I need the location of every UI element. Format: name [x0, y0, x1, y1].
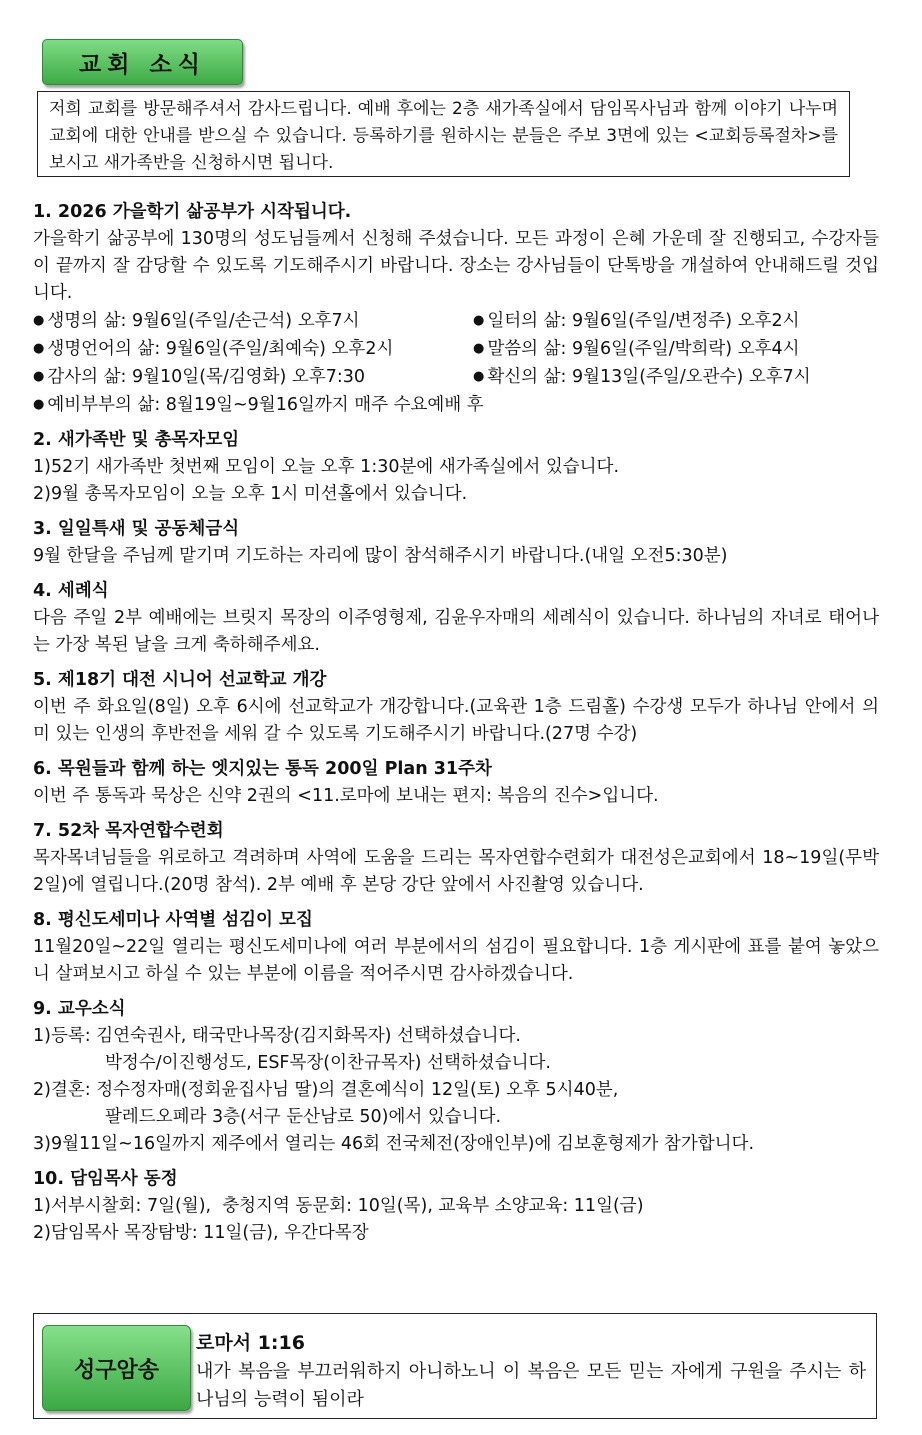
bullet-icon: ● — [33, 397, 45, 412]
announcement-6 — [33, 755, 879, 810]
announcement-title: 6. 목원들과 함께 하는 엣지있는 통독 200일 Plan 31주차 — [33, 759, 492, 779]
announcement-line: 1)52기 새가족반 첫번째 모임이 오늘 오후 1:30분에 새가족실에서 있습니다. — [33, 457, 620, 477]
announcement-9 — [33, 995, 879, 1158]
announcement-2 — [33, 426, 879, 508]
announcement-10 — [33, 1165, 879, 1247]
verse-text: 내가 복음을 부끄러워하지 아니하노니 이 복음은 모든 믿는 자에게 구원을 주시는 하나님의 능력이 됨이라 — [196, 1361, 866, 1410]
announcement-line: 2)결혼: 정수정자매(정회윤집사님 딸)의 결혼예식이 12일(토) 오후 5시40분, — [33, 1080, 619, 1100]
announcement-7 — [33, 817, 879, 899]
announcement-body: 다음 주일 2부 예배에는 브릿지 목장의 이주영형제, 김윤우자매의 세례식이 있습니다. 하나님의 자녀로 태어나는 가장 복된 날을 크게 축하해주세요. — [33, 608, 879, 655]
announcement-title: 7. 52차 목자연합수련회 — [33, 821, 224, 841]
announcement-body: 이번 주 화요일(8일) 오후 6시에 선교학교가 개강합니다.(교육관 1층 드림홀) 수강생 모두가 하나님 안에서 의미 있는 인생의 후반전을 세워 갈 수 있도록 기도해주시기 바랍니다.(27명 수강) — [33, 697, 879, 744]
announcement-body: 목자목녀님들을 위로하고 격려하며 사역에 도움을 드리는 목자연합수련회가 대전성은교회에서 18~19일(무박2일)에 열립니다.(20명 참석). 2부 예배 후 본당 강단 앞에서 사진촬영 있습니다. — [33, 848, 879, 895]
class-schedule-list — [33, 307, 879, 419]
announcement-title: 4. 세례식 — [33, 581, 109, 601]
list-item: ● 감사의 삶: 9월10일(목/김영화) 오후7:30 — [33, 367, 366, 387]
welcome-notice: 저희 교회를 방문해주셔서 감사드립니다. 예배 후에는 2층 새가족실에서 담임목사님과 함께 이야기 나누며 교회에 대한 안내를 받으실 수 있습니다. 등록하기를 원하시는 분들은 주보 3면에 있는 <교회등록절차>를 보시고 새가족반을 신청하시면 됩니다. — [37, 91, 850, 177]
announcement-title: 2. 새가족반 및 총목자모임 — [33, 430, 240, 450]
memory-verse-box — [33, 1313, 877, 1419]
announcement-body: 가을학기 삶공부에 130명의 성도님들께서 신청해 주셨습니다. 모든 과정이 은혜 가운데 잘 진행되고, 수강자들이 끝까지 잘 감당할 수 있도록 기도해주시기 바랍니다. 장소는 강사님들이 단톡방을 개설하여 안내해드릴 것입니다. — [33, 229, 879, 303]
announcement-line: 1)서부시찰회: 7일(월), 충청지역 동문회: 10일(목), 교육부 소양교육: 11일(금) — [33, 1196, 644, 1216]
memory-verse-badge: 성구암송 — [42, 1325, 191, 1411]
announcement-5 — [33, 666, 879, 748]
announcement-line: 2)9월 총목자모임이 오늘 오후 1시 미션홀에서 있습니다. — [33, 484, 468, 504]
announcement-title: 1. 2026 가을학기 삶공부가 시작됩니다. — [33, 202, 352, 222]
list-item: ● 확신의 삶: 9월13일(주일/오관수) 오후7시 — [473, 367, 811, 387]
announcement-body: 9월 한달을 주님께 맡기며 기도하는 자리에 많이 참석해주시기 바랍니다.(내일 오전5:30분) — [33, 546, 728, 566]
announcement-line: 1)등록: 김연숙권사, 태국만나목장(김지화목자) 선택하셨습니다. — [33, 1026, 521, 1046]
announcement-title: 3. 일일특새 및 공동체금식 — [33, 519, 240, 539]
bullet-icon: ● — [33, 341, 45, 356]
list-item: ● 일터의 삶: 9월6일(주일/변정주) 오후2시 — [473, 311, 800, 331]
list-item: ● 생명의 삶: 9월6일(주일/손근석) 오후7시 — [33, 311, 360, 331]
list-item: ● 말씀의 삶: 9월6일(주일/박희락) 오후4시 — [473, 339, 800, 359]
announcement-body: 11월20일~22일 열리는 평신도세미나에 여러 부분에서의 섬김이 필요합니다. 1층 게시판에 표를 붙여 놓았으니 살펴보시고 하실 수 있는 부분에 이름을 적어주시면 감사하겠습니다. — [33, 937, 879, 984]
bullet-icon: ● — [473, 341, 485, 356]
announcement-title: 9. 교우소식 — [33, 999, 126, 1019]
announcement-8 — [33, 906, 879, 988]
bullet-icon: ● — [33, 313, 45, 328]
announcement-title: 8. 평신도세미나 사역별 섬김이 모집 — [33, 910, 313, 930]
announcement-3 — [33, 515, 879, 570]
church-news-badge: 교회 소식 — [42, 39, 243, 85]
announcement-line: 3)9월11일~16일까지 제주에서 열리는 46회 전국체전(장애인부)에 김보훈형제가 참가합니다. — [33, 1134, 755, 1154]
announcement-line: 2)담임목사 목장탐방: 11일(금), 우간다목장 — [33, 1223, 369, 1243]
list-item: ● 생명언어의 삶: 9월6일(주일/최예숙) 오후2시 — [33, 339, 394, 359]
verse-reference: 로마서 1:16 — [196, 1332, 305, 1354]
announcement-4 — [33, 577, 879, 659]
announcement-line: 팔레드오페라 3층(서구 둔산남로 50)에서 있습니다. — [105, 1107, 502, 1127]
announcement-title: 5. 제18기 대전 시니어 선교학교 개강 — [33, 670, 327, 690]
announcement-title: 10. 담임목사 동정 — [33, 1169, 178, 1189]
bullet-icon: ● — [473, 369, 485, 384]
list-item: ● 예비부부의 삶: 8월19일~9월16일까지 매주 수요예배 후 — [33, 395, 484, 415]
announcement-1 — [33, 198, 879, 419]
announcements — [33, 198, 879, 1254]
bullet-icon: ● — [33, 369, 45, 384]
bullet-icon: ● — [473, 313, 485, 328]
announcement-line: 박정수/이진행성도, ESF목장(이찬규목자) 선택하셨습니다. — [105, 1053, 551, 1073]
announcement-body: 이번 주 통독과 묵상은 신약 2권의 <11.로마에 보내는 편지: 복음의 진수>입니다. — [33, 786, 659, 806]
